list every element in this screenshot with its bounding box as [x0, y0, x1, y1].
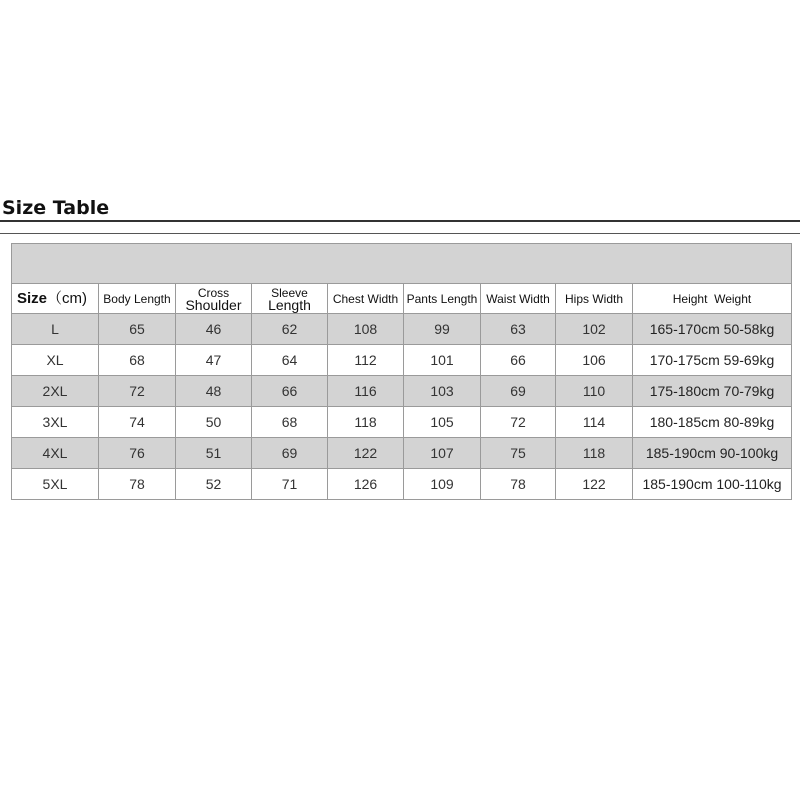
cell-size: L: [12, 314, 99, 345]
cell-size: XL: [12, 345, 99, 376]
cell-height-weight: 175-180cm 70-79kg: [633, 376, 792, 407]
table-banner-row: [12, 244, 792, 284]
cell-height-weight: 165-170cm 50-58kg: [633, 314, 792, 345]
cell-hips-width: 118: [556, 438, 633, 469]
cell-waist-width: 75: [481, 438, 556, 469]
cell-height-weight: 170-175cm 59-69kg: [633, 345, 792, 376]
cell-chest-width: 126: [328, 469, 404, 500]
cell-pants-length: 107: [404, 438, 481, 469]
cell-pants-length: 101: [404, 345, 481, 376]
cell-cross-shoulder: 46: [176, 314, 252, 345]
cell-height-weight: 185-190cm 90-100kg: [633, 438, 792, 469]
cell-pants-length: 99: [404, 314, 481, 345]
cell-waist-width: 69: [481, 376, 556, 407]
cell-sleeve-length: 71: [252, 469, 328, 500]
cell-waist-width: 63: [481, 314, 556, 345]
header-size-unit: （cm): [47, 289, 88, 307]
cell-hips-width: 106: [556, 345, 633, 376]
table-row: [12, 314, 792, 345]
table-row: [12, 438, 792, 469]
cell-body-length: 72: [99, 376, 176, 407]
header-pants-length: Pants Length: [404, 284, 481, 314]
table-row: [12, 469, 792, 500]
header-chest-width: Chest Width: [328, 284, 404, 314]
cell-cross-shoulder: 52: [176, 469, 252, 500]
header-waist-width: Waist Width: [481, 284, 556, 314]
cell-hips-width: 110: [556, 376, 633, 407]
cell-body-length: 76: [99, 438, 176, 469]
cell-pants-length: 109: [404, 469, 481, 500]
header-size-word: Size: [17, 289, 48, 307]
table-row: [12, 407, 792, 438]
cell-hips-width: 102: [556, 314, 633, 345]
cell-waist-width: 72: [481, 407, 556, 438]
cell-waist-width: 78: [481, 469, 556, 500]
size-table: [11, 243, 792, 500]
cell-sleeve-length: 66: [252, 376, 328, 407]
table-row: [12, 345, 792, 376]
cell-sleeve-length: 62: [252, 314, 328, 345]
table-banner: [12, 244, 792, 284]
cell-pants-length: 105: [404, 407, 481, 438]
cell-hips-width: 114: [556, 407, 633, 438]
cell-cross-shoulder: 51: [176, 438, 252, 469]
cell-cross-shoulder: 48: [176, 376, 252, 407]
header-height-weight: Height Weight: [633, 284, 792, 314]
cell-height-weight: 185-190cm 100-110kg: [633, 469, 792, 500]
cell-height-weight: 180-185cm 80-89kg: [633, 407, 792, 438]
cell-size: 2XL: [12, 376, 99, 407]
cell-cross-shoulder: 47: [176, 345, 252, 376]
cell-chest-width: 116: [328, 376, 404, 407]
header-hips-width: Hips Width: [556, 284, 633, 314]
cell-pants-length: 103: [404, 376, 481, 407]
header-cross-shoulder-line2: Shoulder: [185, 296, 242, 313]
cell-waist-width: 66: [481, 345, 556, 376]
cell-cross-shoulder: 50: [176, 407, 252, 438]
cell-sleeve-length: 69: [252, 438, 328, 469]
header-sleeve-length: [252, 284, 328, 314]
cell-chest-width: 112: [328, 345, 404, 376]
cell-hips-width: 122: [556, 469, 633, 500]
header-sleeve-length-line1: Sleeve: [271, 285, 308, 300]
cell-size: 5XL: [12, 469, 99, 500]
cell-body-length: 74: [99, 407, 176, 438]
header-cross-shoulder-line1: Cross: [197, 285, 230, 300]
header-cross-shoulder: [176, 284, 252, 314]
cell-body-length: 68: [99, 345, 176, 376]
cell-chest-width: 122: [328, 438, 404, 469]
cell-body-length: 65: [99, 314, 176, 345]
cell-size: 4XL: [12, 438, 99, 469]
title-divider-top: [0, 220, 800, 222]
table-header-row: [12, 284, 792, 314]
cell-sleeve-length: 68: [252, 407, 328, 438]
cell-size: 3XL: [12, 407, 99, 438]
header-body-length: Body Length: [99, 284, 176, 314]
page-title: Size Table: [2, 197, 110, 219]
header-size: [12, 284, 99, 314]
cell-chest-width: 118: [328, 407, 404, 438]
header-sleeve-length-line2: Length: [268, 296, 311, 313]
title-divider-bottom: [0, 233, 800, 234]
cell-sleeve-length: 64: [252, 345, 328, 376]
table-row: [12, 376, 792, 407]
cell-body-length: 78: [99, 469, 176, 500]
cell-chest-width: 108: [328, 314, 404, 345]
